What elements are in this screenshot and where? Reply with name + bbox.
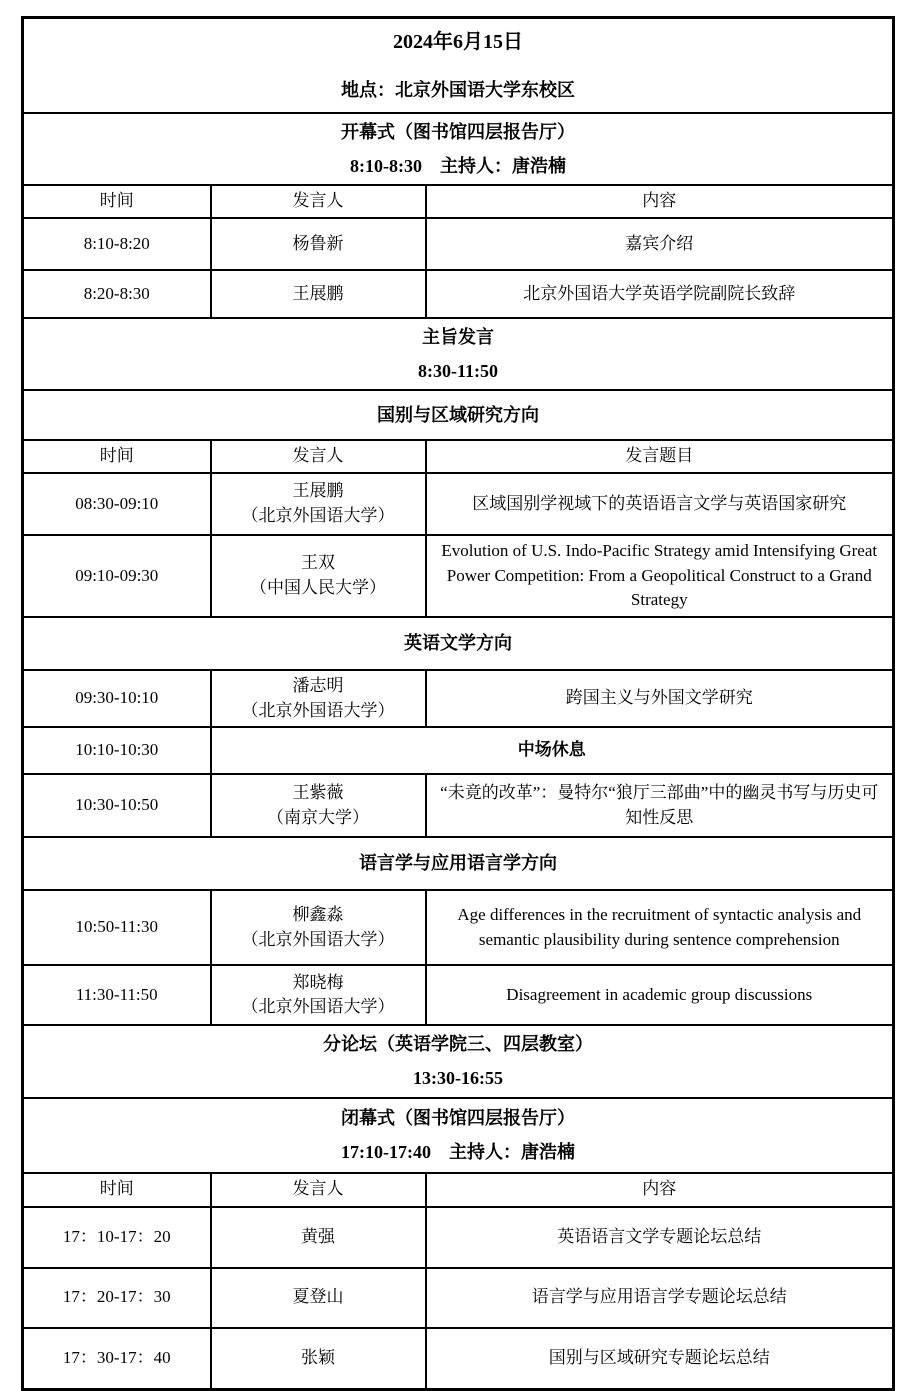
content-cell: 英语语言文学专题论坛总结 xyxy=(426,1207,894,1268)
time-cell: 17：30-17：40 xyxy=(23,1328,211,1390)
opening-time-host: 8:10-8:30 主持人：唐浩楠 xyxy=(350,156,566,177)
time-cell: 8:10-8:20 xyxy=(23,218,211,270)
conference-location: 地点：北京外国语大学东校区 xyxy=(341,80,575,100)
col-header-speaker: 发言人 xyxy=(211,440,426,473)
break-row xyxy=(23,727,894,774)
time-cell: 09:10-09:30 xyxy=(23,535,211,617)
col-header-content: 内容 xyxy=(426,185,894,218)
speaker-cell xyxy=(211,965,426,1025)
speaker-affiliation: （南京大学） xyxy=(267,807,369,827)
speaker-cell xyxy=(211,473,426,535)
speaker-cell: 杨鲁新 xyxy=(211,218,426,270)
speaker-affiliation: （北京外国语大学） xyxy=(241,997,395,1017)
table-row xyxy=(23,218,894,270)
closing-time-host: 17:10-17:40 主持人：唐浩楠 xyxy=(341,1142,575,1162)
topic-cell: “未竟的改革”：曼特尔“狼厅三部曲”中的幽灵书写与历史可知性反思 xyxy=(426,774,894,837)
closing-section-row xyxy=(23,1098,894,1173)
speaker-affiliation: （北京外国语大学） xyxy=(241,929,395,949)
topic-cell: Age differences in the recruitment of syntactic analysis and semantic plausibility during sentence comprehension xyxy=(426,890,894,965)
forum-section-row xyxy=(23,1025,894,1097)
time-cell: 10:50-11:30 xyxy=(23,890,211,965)
linguistics-section-row xyxy=(23,837,894,890)
time-cell: 8:20-8:30 xyxy=(23,270,211,318)
speaker-cell xyxy=(211,535,426,617)
linguistics-title: 语言学与应用语言学方向 xyxy=(359,853,557,874)
speaker-affiliation: （北京外国语大学） xyxy=(241,700,395,720)
speaker-cell xyxy=(211,890,426,965)
content-cell: 北京外国语大学英语学院副院长致辞 xyxy=(426,270,894,318)
keynote-title: 主旨发言 xyxy=(422,327,494,348)
topic-cell: 跨国主义与外国文学研究 xyxy=(426,670,894,727)
col-header-time: 时间 xyxy=(23,440,211,473)
title-row xyxy=(23,18,894,114)
speaker-affiliation: （北京外国语大学） xyxy=(241,506,395,526)
closing-header-row xyxy=(23,1173,894,1207)
closing-title: 闭幕式（图书馆四层报告厅） xyxy=(341,1107,575,1128)
forum-title: 分论坛（英语学院三、四层教室） xyxy=(323,1034,593,1055)
table-row xyxy=(23,890,894,965)
time-cell: 10:30-10:50 xyxy=(23,774,211,837)
speaker-name: 王双 xyxy=(301,553,335,573)
speaker-cell: 夏登山 xyxy=(211,1268,426,1328)
area-studies-section-cell xyxy=(23,390,894,440)
col-header-time: 时间 xyxy=(23,185,211,218)
speaker-cell: 王展鹏 xyxy=(211,270,426,318)
opening-header-row xyxy=(23,185,894,218)
keynote-section-cell xyxy=(23,318,894,390)
content-cell: 国别与区域研究专题论坛总结 xyxy=(426,1328,894,1390)
table-row xyxy=(23,1328,894,1390)
content-cell: 语言学与应用语言学专题论坛总结 xyxy=(426,1268,894,1328)
speaker-cell xyxy=(211,670,426,727)
opening-section-cell xyxy=(23,113,894,185)
col-header-content: 内容 xyxy=(426,1173,894,1207)
speaker-cell xyxy=(211,774,426,837)
area-studies-section-row xyxy=(23,390,894,440)
table-row xyxy=(23,270,894,318)
topic-cell: Disagreement in academic group discussions xyxy=(426,965,894,1025)
forum-section-cell xyxy=(23,1025,894,1097)
area-studies-title: 国别与区域研究方向 xyxy=(377,405,539,426)
speaker-name: 潘志明 xyxy=(292,676,344,696)
keynote-time: 8:30-11:50 xyxy=(418,361,498,382)
col-header-speaker: 发言人 xyxy=(211,1173,426,1207)
col-header-speaker: 发言人 xyxy=(211,185,426,218)
opening-section-row xyxy=(23,113,894,185)
literature-section-row xyxy=(23,617,894,670)
table-row xyxy=(23,965,894,1025)
time-cell: 17：10-17：20 xyxy=(23,1207,211,1268)
table-row xyxy=(23,1268,894,1328)
conference-date: 2024年6月15日 xyxy=(393,31,523,53)
col-header-topic: 发言题目 xyxy=(426,440,894,473)
table-row xyxy=(23,1207,894,1268)
speaker-name: 王紫薇 xyxy=(292,783,344,803)
conference-schedule-table xyxy=(21,16,895,1391)
table-row xyxy=(23,535,894,617)
forum-time: 13:30-16:55 xyxy=(413,1068,503,1089)
closing-section-cell xyxy=(23,1098,894,1173)
time-cell: 09:30-10:10 xyxy=(23,670,211,727)
time-cell: 11:30-11:50 xyxy=(23,965,211,1025)
topic-cell: 区域国别学视域下的英语语言文学与英语国家研究 xyxy=(426,473,894,535)
break-label-cell: 中场休息 xyxy=(211,727,894,774)
topic-cell: Evolution of U.S. Indo-Pacific Strategy amid Intensifying Great Power Competition: From a Geopolitical Construct to a Grand Strategy xyxy=(426,535,894,617)
opening-title: 开幕式（图书馆四层报告厅） xyxy=(341,122,575,143)
speaker-cell: 黄强 xyxy=(211,1207,426,1268)
col-header-time: 时间 xyxy=(23,1173,211,1207)
time-cell: 10:10-10:30 xyxy=(23,727,211,774)
table-row xyxy=(23,473,894,535)
speaker-cell: 张颖 xyxy=(211,1328,426,1390)
table-row xyxy=(23,670,894,727)
time-cell: 17：20-17：30 xyxy=(23,1268,211,1328)
keynote-section-row xyxy=(23,318,894,390)
table-row xyxy=(23,774,894,837)
keynote-header-row xyxy=(23,440,894,473)
time-cell: 08:30-09:10 xyxy=(23,473,211,535)
speaker-affiliation: （中国人民大学） xyxy=(250,578,386,598)
content-cell: 嘉宾介绍 xyxy=(426,218,894,270)
literature-section-cell xyxy=(23,617,894,670)
linguistics-section-cell xyxy=(23,837,894,890)
literature-title: 英语文学方向 xyxy=(404,633,512,654)
speaker-name: 王展鹏 xyxy=(292,481,344,501)
title-cell xyxy=(23,18,894,114)
speaker-name: 郑晓梅 xyxy=(292,972,344,992)
speaker-name: 柳鑫淼 xyxy=(292,905,344,925)
